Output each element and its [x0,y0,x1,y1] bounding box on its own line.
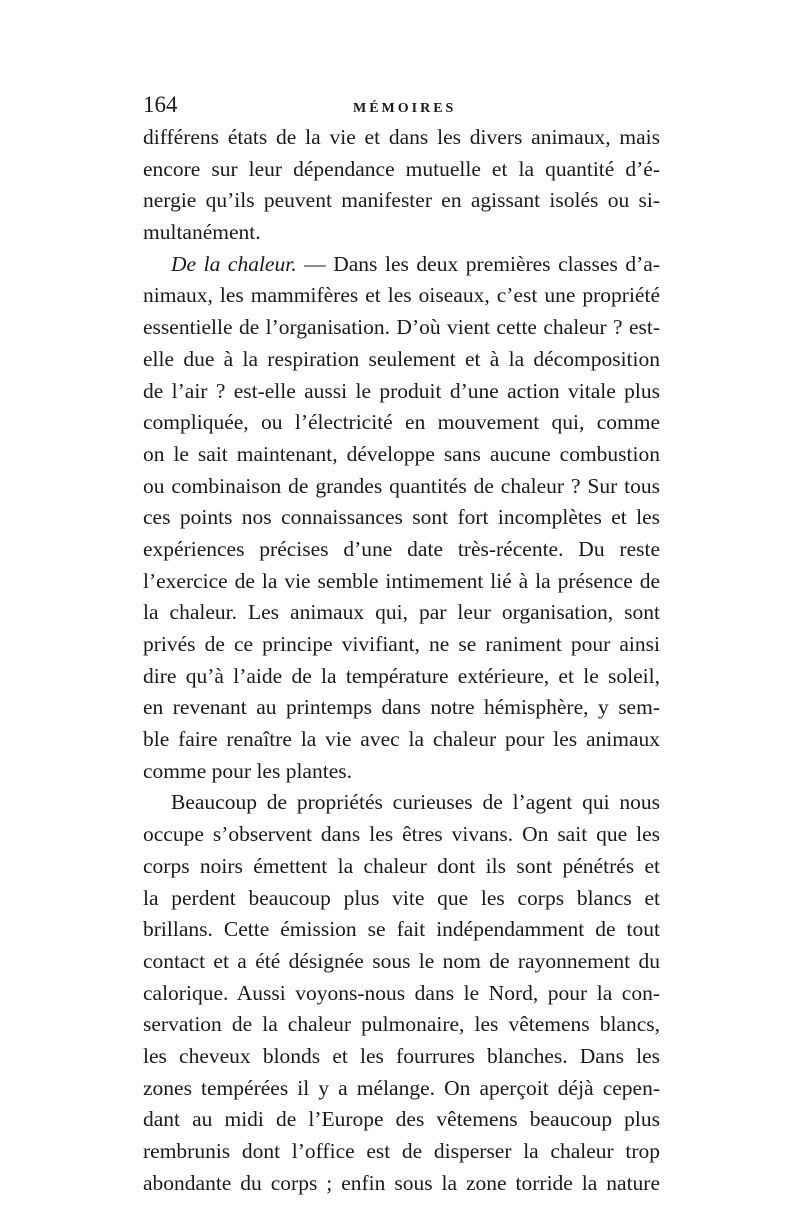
text-line: expériences précises d’une date très-récente. Du reste [143,536,660,561]
text-line: les cheveux blonds et les fourrures blanches. Dans les [143,1043,660,1068]
text-line: essentielle de l’organisation. D’où vient cette chaleur ? est- [143,315,660,340]
running-head: MÉMOIRES [353,101,457,116]
text-line: ble faire renaître la vie avec la chaleur pour les animaux [143,727,660,752]
text-line: rembrunis dont l’office est de disperser la chaleur trop [143,1139,660,1163]
text-line: ou combinaison de grandes quantités de chaleur ? Sur tous [143,473,660,498]
text-line: contact et a été désignée sous le nom de rayonnement du [143,948,660,973]
text-line: la perdent beaucoup plus vite que les corps blancs et [143,885,660,910]
text-line: zones tempérées il y a mélange. On aperçoit déjà cepen- [143,1075,660,1100]
text-line: de l’air ? est-elle aussi le produit d’une action vitale plus [143,378,660,403]
text-line: corps noirs émettent la chaleur dont ils sont pénétrés et [143,853,660,878]
text-line: calorique. Aussi voyons-nous dans le Nord, pour la con- [143,980,660,1005]
section-title: De la chaleur. [171,251,297,276]
text-line: dant au midi de l’Europe des vêtemens beaucoup plus [143,1107,660,1132]
text-line: encore sur leur dépendance mutuelle et la quantité d’é- [143,156,660,181]
page-text-block [143,92,660,1199]
text-line: nergie qu’ils peuvent manifester en agissant isolés ou si- [143,188,660,213]
text-line: ces points nos connaissances sont fort incomplètes et les [143,505,660,530]
paragraph-first-line: Beaucoup de propriétés curieuses de l’agent qui nous [171,790,660,815]
text-line: compliquée, ou l’électricité en mouvement qui, comme [143,410,660,435]
text-line: servation de la chaleur pulmonaire, les vêtemens blancs, [143,1012,660,1037]
text-line: l’exercice de la vie semble intimement lié à la présence de [143,568,660,593]
text-line: la chaleur. Les animaux qui, par leur organisation, sont [143,600,660,625]
page-header [143,92,660,122]
text-line: occupe s’observent dans les êtres vivans. On sait que les [143,822,660,847]
text-line: nimaux, les mammifères et les oiseaux, c’est une propriété [143,283,660,308]
section-first-line [143,249,660,281]
text-line: multanément. [143,220,261,245]
section-first-line-text: — Dans les deux premières classes d’a- [304,251,660,276]
text-line: dire qu’à l’aide de la température extérieure, et le soleil, [143,663,660,688]
text-line: elle due à la respiration seulement et à la décomposition [143,346,660,371]
text-line: privés de ce principe vivifiant, ne se raniment pour ainsi [143,632,660,656]
text-line: abondante du corps ; enfin sous la zone torride la nature [143,1170,660,1195]
text-line: comme pour les plantes. [143,758,352,783]
text-line: en revenant au printemps dans notre hémisphère, y sem- [143,695,660,720]
text-line: différens états de la vie et dans les divers animaux, mais [143,125,660,149]
page-number: 164 [143,92,178,117]
text-line: brillans. Cette émission se fait indépendamment de tout [143,917,660,942]
text-line: on le sait maintenant, développe sans aucune combustion [143,441,660,466]
